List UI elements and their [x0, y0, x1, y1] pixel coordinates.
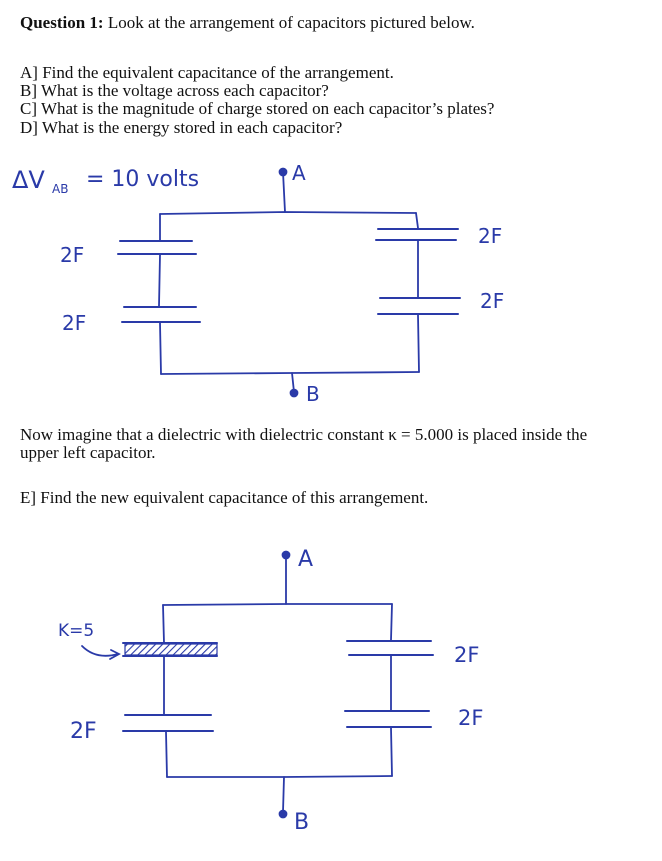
wire-a [283, 172, 285, 212]
node-b-label: B [306, 382, 320, 406]
part-d: D] What is the energy stored in each capacitor? [20, 118, 343, 137]
node-b-dot-2 [280, 811, 287, 818]
node-b-label-2: B [294, 810, 310, 835]
dielectric-text-line1: Now imagine that a dielectric with dielectric constant κ = 5.000 is placed inside the [20, 425, 588, 444]
wire-right-top-2 [391, 604, 392, 640]
wire-left-top-2 [163, 605, 164, 643]
dielectric-slab [125, 644, 217, 655]
diagram-1 [12, 161, 504, 406]
wire-right-bottom [418, 315, 419, 372]
label-right-top-2: 2F [454, 643, 480, 667]
wire-b-2 [283, 777, 284, 812]
part-b: B] What is the voltage across each capacitor? [20, 81, 329, 100]
question-intro: Look at the arrangement of capacitors pictured below. [107, 13, 475, 32]
label-right-bottom: 2F [480, 289, 505, 313]
wire-top-2 [163, 604, 392, 605]
voltage-subscript: AB [52, 182, 69, 196]
part-a: A] Find the equivalent capacitance of the arrangement. [20, 63, 394, 82]
wire-left-bottom-2 [166, 732, 167, 777]
part-c: C] What is the magnitude of charge stored on each capacitor’s plates? [20, 99, 495, 118]
voltage-symbol: ΔV [12, 166, 45, 194]
label-right-top: 2F [478, 224, 503, 248]
wire-right-top [416, 213, 418, 228]
wire-top [160, 212, 416, 214]
wire-left-middle [159, 255, 160, 306]
wire-bottom-2 [167, 776, 392, 777]
wire-bottom [161, 372, 419, 374]
wire-right-bottom-2 [391, 728, 392, 776]
kappa-label: K=5 [58, 621, 95, 641]
part-e: E] Find the new equivalent capacitance of this arrangement. [20, 488, 429, 507]
node-a-label: A [292, 161, 306, 185]
node-a-label-2: A [298, 547, 314, 572]
diagram-2 [58, 547, 483, 835]
node-b-dot [291, 390, 298, 397]
label-left-bottom-2: 2F [70, 719, 97, 744]
voltage-value: = 10 volts [86, 167, 200, 192]
voltage-label [12, 166, 199, 196]
label-left-bottom: 2F [62, 311, 87, 335]
question-label: Question 1: [20, 13, 104, 32]
dielectric-text-line2: upper left capacitor. [20, 443, 156, 462]
label-right-bottom-2: 2F [458, 706, 484, 730]
label-left-top: 2F [60, 243, 85, 267]
wire-left-bottom [160, 323, 161, 374]
